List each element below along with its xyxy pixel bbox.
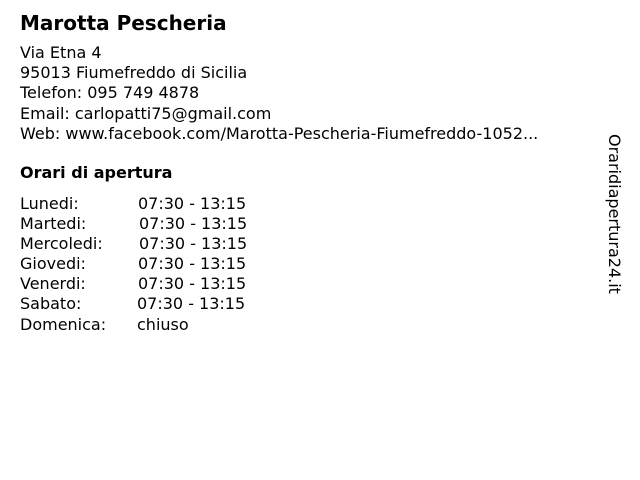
time-value: 07:30 - 13:15 — [138, 194, 247, 213]
opening-hours-title: Orari di apertura — [20, 163, 173, 182]
time-value: 07:30 - 13:15 — [139, 234, 248, 254]
business-info — [20, 43, 538, 144]
time-value: 07:30 - 13:15 — [138, 274, 247, 294]
day-label: Sabato: — [20, 294, 82, 314]
day-label: Venerdi: — [20, 274, 86, 294]
address-line-1: Via Etna 4 — [20, 43, 102, 62]
phone-line: Telefon: 095 749 4878 — [20, 83, 200, 103]
email-line: Email: carlopatti75@gmail.com — [20, 103, 272, 123]
time-value: 07:30 - 13:15 — [137, 294, 246, 314]
web-line: Web: www.facebook.com/Marotta-Pescheria-Fiumefreddo-1052... — [20, 123, 539, 143]
day-label: Mercoledi: — [20, 234, 103, 254]
address-line-2: 95013 Fiumefreddo di Sicilia — [20, 63, 248, 83]
time-value: 07:30 - 13:15 — [138, 254, 247, 274]
day-label: Giovedi: — [20, 254, 86, 274]
time-value: 07:30 - 13:15 — [139, 214, 248, 234]
day-label: Martedi: — [20, 214, 87, 234]
site-watermark: Oraridiapertura24.it — [605, 134, 624, 294]
day-label: Lunedi: — [20, 194, 79, 213]
time-value: chiuso — [137, 314, 189, 334]
business-name: Marotta Pescheria — [20, 11, 227, 35]
day-label: Domenica: — [20, 314, 107, 334]
